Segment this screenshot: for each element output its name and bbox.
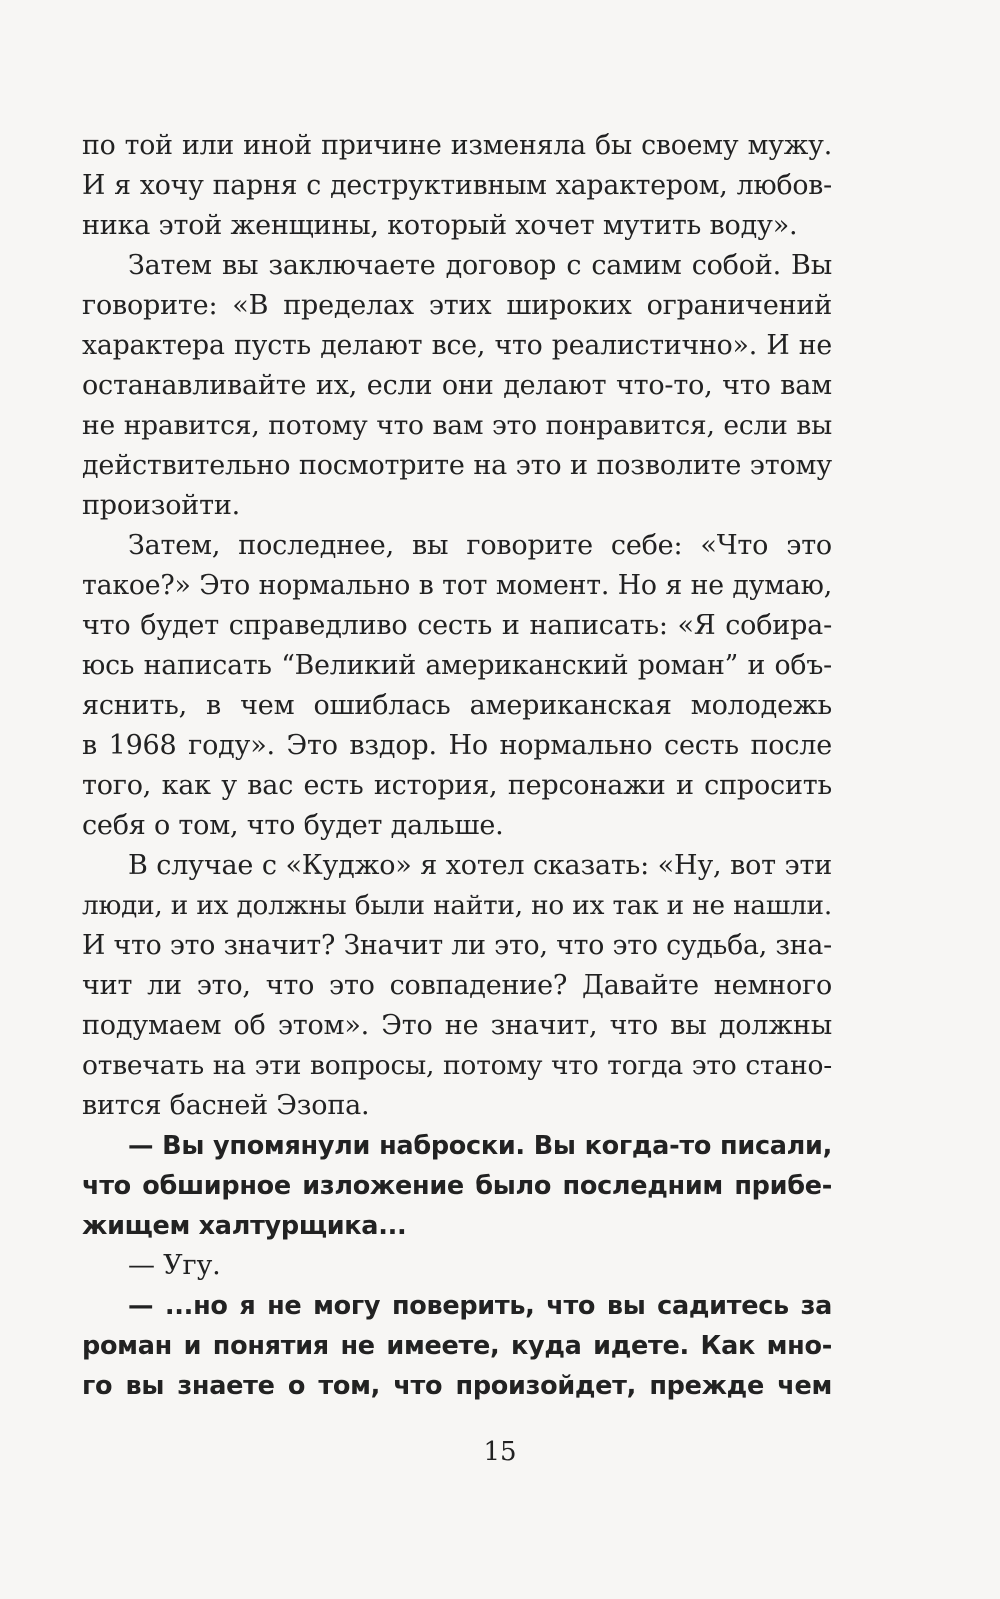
page-number: 15 [483, 1437, 517, 1467]
body-text-line: И что это значит? Значит ли это, что это судьба, зна- [82, 930, 832, 961]
body-text-line: юсь написать “Великий американский роман” и объ- [82, 650, 832, 681]
body-text-line: вится басней Эзопа. [82, 1090, 370, 1121]
body-text-line: Затем вы заключаете договор с самим собой. Вы [128, 250, 832, 281]
body-text-line: подумаем об этом». Это не значит, что вы должны [82, 1010, 832, 1041]
question-text-line: — ...но я не могу поверить, что вы садитесь за [128, 1291, 832, 1321]
body-text-line: не нравится, потому что вам это понравится, если вы [82, 410, 832, 441]
body-text-line: останавливайте их, если они делают что-то, что вам [82, 370, 832, 401]
body-text-line: характера пусть делают все, что реалистично». И не [82, 330, 832, 361]
body-text-line: говорите: «В пределах этих широких ограничений [82, 290, 832, 321]
body-text-line: по той или иной причине изменяла бы своему мужу. [82, 130, 832, 161]
body-text-line: в 1968 году». Это вздор. Но нормально сесть после [82, 730, 832, 761]
body-text-line: яснить, в чем ошиблась американская молодежь [82, 690, 832, 721]
body-text-line: люди, и их должны были найти, но их так и не нашли. [82, 891, 832, 921]
body-text-line: отвечать на эти вопросы, потому что тогда это стано- [82, 1050, 832, 1081]
body-text-line: И я хочу парня с деструктивным характером, любов- [82, 170, 832, 201]
question-text-line: жищем халтурщика... [82, 1211, 407, 1241]
body-text-line: Затем, последнее, вы говорите себе: «Что это [128, 530, 832, 561]
body-text-line: произойти. [82, 490, 241, 521]
body-text-line: чит ли это, что это совпадение? Давайте немного [82, 970, 832, 1001]
body-text-line: ника этой женщины, который хочет мутить воду». [82, 210, 798, 241]
body-text-line: действительно посмотрите на это и позволите этому [82, 450, 832, 481]
body-text-line: В случае с «Куджо» я хотел сказать: «Ну, вот эти [128, 850, 832, 881]
body-text-line: — Угу. [128, 1250, 221, 1281]
question-text-line: роман и понятия не имеете, куда идете. Как мно- [82, 1331, 832, 1361]
question-text-line: — Вы упомянули наброски. Вы когда-то писали, [128, 1131, 832, 1161]
question-text-line: го вы знаете о том, что произойдет, прежде чем [82, 1371, 832, 1401]
body-text-line: что будет справедливо сесть и написать: «Я собира- [82, 610, 832, 641]
body-text-line: того, как у вас есть история, персонажи и спросить [82, 770, 832, 801]
body-text-line: такое?» Это нормально в тот момент. Но я не думаю, [82, 570, 832, 601]
question-text-line: что обширное изложение было последним прибе- [82, 1171, 832, 1201]
body-text-line: себя о том, что будет дальше. [82, 810, 504, 841]
book-page-text [82, 126, 832, 1406]
